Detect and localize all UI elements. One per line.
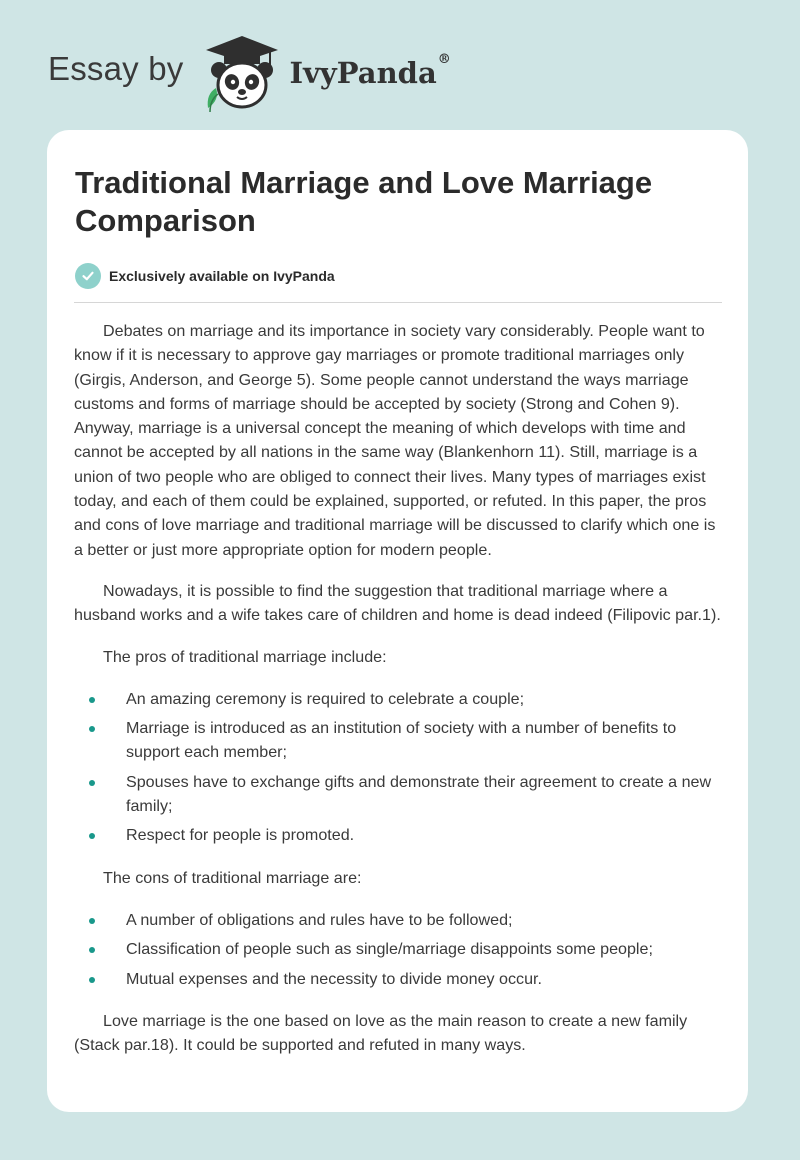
essay-body — [74, 319, 726, 1074]
exclusive-badge-label: Exclusively available on IvyPanda — [109, 268, 335, 284]
essay-by-label: Essay by — [48, 50, 184, 87]
cons-list — [74, 908, 726, 991]
list-item: A number of obligations and rules have to be followed; — [126, 908, 726, 932]
list-item: Marriage is introduced as an institution of society with a number of benefits to support each member; — [126, 716, 726, 765]
site-header — [48, 30, 451, 114]
registered-mark: ® — [437, 52, 451, 67]
essay-card — [47, 130, 748, 1112]
paragraph: Nowadays, it is possible to find the suggestion that traditional marriage where a husband works and a wife takes care of children and home is dead indeed (Filipovic par.1). — [74, 581, 721, 625]
paragraph: Love marriage is the one based on love as the main reason to create a new family (Stack par.18). It could be supported and refuted in many ways. — [74, 1011, 688, 1055]
exclusive-badge — [75, 263, 335, 289]
list-item: Classification of people such as single/marriage disappoints some people; — [126, 937, 726, 961]
divider — [74, 302, 722, 303]
check-icon — [75, 263, 101, 289]
pros-intro: The pros of traditional marriage include: — [103, 647, 387, 666]
cons-intro: The cons of traditional marriage are: — [103, 868, 362, 887]
list-item: Respect for people is promoted. — [126, 823, 726, 847]
pros-list — [74, 687, 726, 848]
brand-name[interactable]: IvyPanda® — [289, 52, 451, 90]
list-item: Spouses have to exchange gifts and demonstrate their agreement to create a new family; — [126, 770, 726, 819]
essay-title: Traditional Marriage and Love Marriage Comparison — [75, 165, 653, 238]
list-item: Mutual expenses and the necessity to divide money occur. — [126, 967, 726, 991]
paragraph: Debates on marriage and its importance in society vary considerably. People want to know if it is necessary to approve gay marriages or promote traditional marriages only (Girgis, Anderson, and George 5). Some people cannot understand the ways marriage customs and forms of marriage should be accepted by society (Strong and Cohen 9). Anyway, marriage is a universal concept the meaning of which develops with time and cannot be accepted by all nations in the same way (Blankenhorn 11). Still, marriage is a union of two people who are obliged to connect their lives. Many types of marriages exist today, and each of them could be explained, supported, or refuted. In this paper, the pros and cons of love marriage and traditional marriage will be discussed to clarify which one is a better or just more appropriate option for modern people. — [74, 322, 716, 559]
panda-logo-icon[interactable] — [200, 30, 284, 114]
list-item: An amazing ceremony is required to celebrate a couple; — [126, 687, 726, 711]
